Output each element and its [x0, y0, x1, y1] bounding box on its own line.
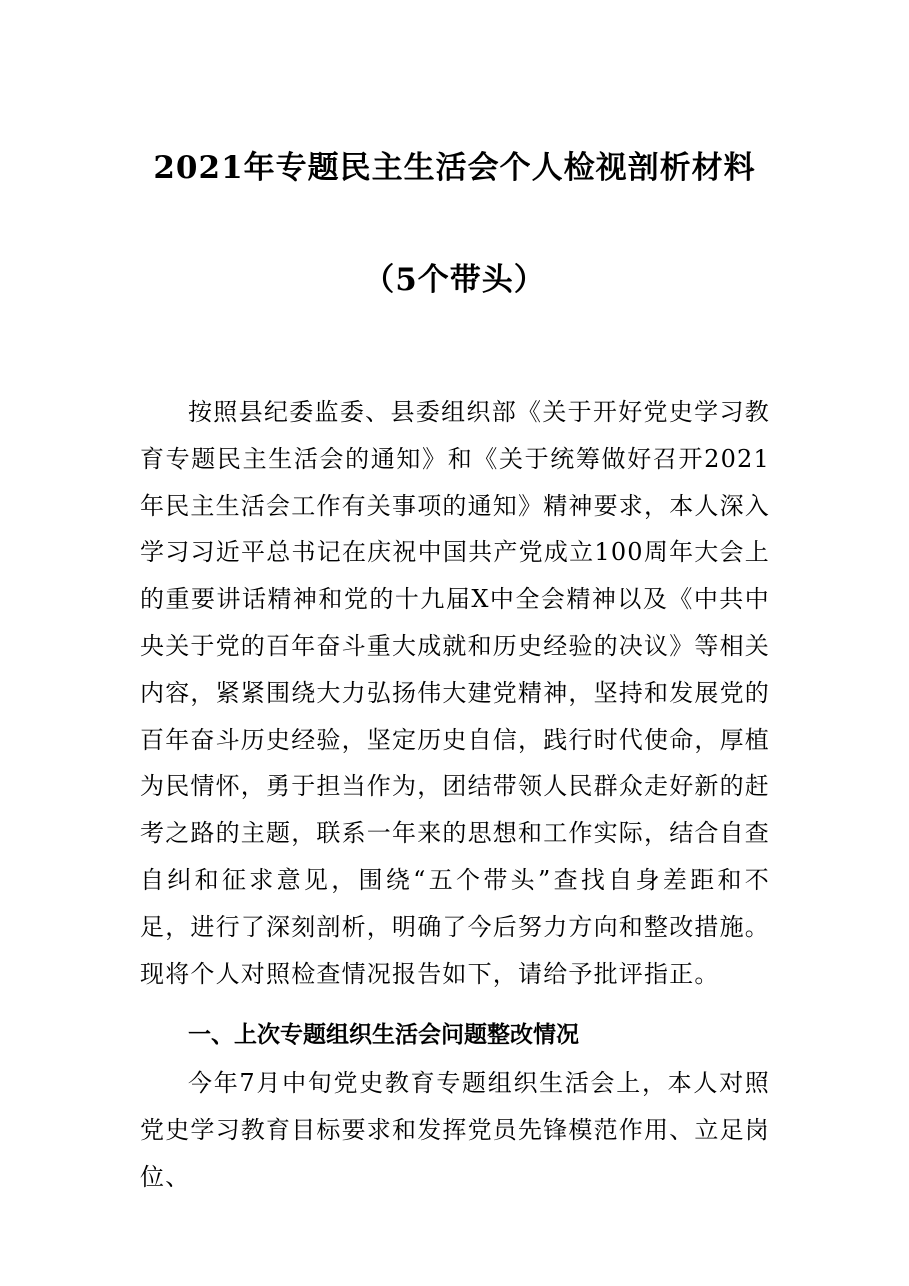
intro-paragraph: 按照县纪委监委、县委组织部《关于开好党史学习教育专题民主生活会的通知》和《关于统筹做好召开2021年民主生活会工作有关事项的通知》精神要求，本人深入学习习近平总书记在庆祝中国共产党成立100周年大会上的重要讲话精神和党的十九届X中全会精神以及《中共中央关于党的百年奋斗重大成就和历史经验的决议》等相关内容，紧紧围绕大力弘扬伟大建党精神，坚持和发展党的百年奋斗历史经验，坚定历史自信，践行时代使命，厚植为民情怀，勇于担当作为，团结带领人民群众走好新的赶考之路的主题，联系一年来的思想和工作实际，结合自查自纠和征求意见，围绕“五个带头”查找自身差距和不足，进行了深刻剖析，明确了今后努力方向和整改措施。现将个人对照检查情况报告如下，请给予批评指正。	[140, 398, 770, 988]
document-subtitle: （5个带头）	[363, 262, 546, 298]
section-heading: 一、上次专题组织生活会问题整改情况	[188, 1022, 579, 1048]
section-paragraph: 今年7月中旬党史教育专题组织生活会上，本人对照党史学习教育目标要求和发挥党员先锋模范作用、立足岗位、	[140, 1069, 770, 1191]
document-title: 2021年专题民主生活会个人检视剖析材料	[153, 150, 756, 186]
